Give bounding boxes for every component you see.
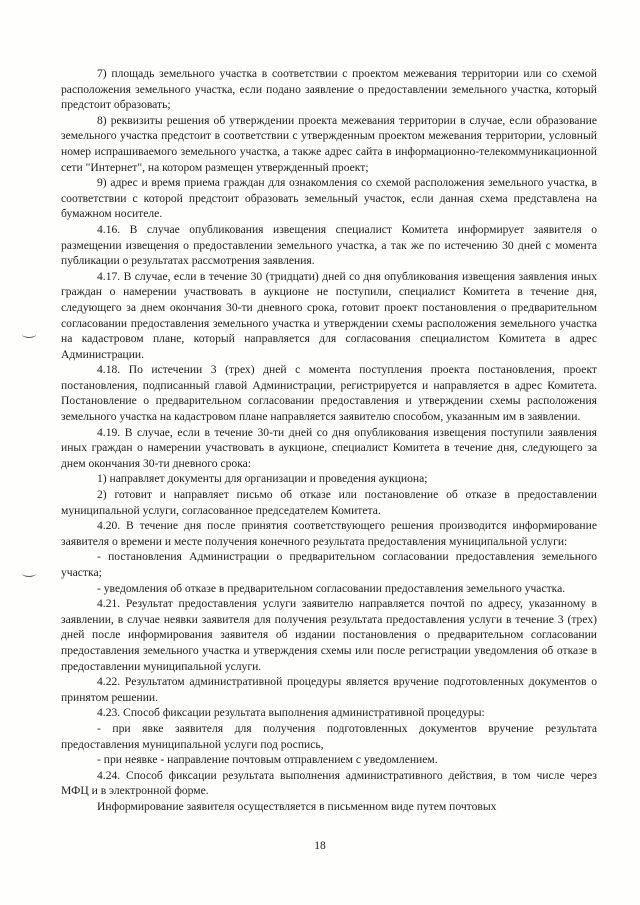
paragraph: 4.16. В случае опубликования извещения специалист Комитета информирует заявителя о размещении извещения о предоставлении земельного участка, а так же по истечению 30 дней с момента публикации о результатах рассмотрения заявления.	[61, 222, 597, 268]
paragraph: Информирование заявителя осуществляется в письменном виде путем почтовых	[97, 799, 497, 813]
paragraph: 9) адрес и время приема граждан для ознакомления со схемой расположения земельного участка, в соответствии с которой предстоит образовать земельный участок, если данная схема представлена на бумажном носителе.	[61, 176, 597, 221]
paragraph: 4.18. По истечении 3 (трех) дней с момента поступления проекта постановления, проект постановления, подписанный главой Администрации, регистрируется и направляется в адрес Комитета. Постановление о предварительном согласовании предоставления и утверждении схемы расположения земельного участка на кадастровом плане направляется заявителю способом, указанным им в заявлении.	[61, 363, 597, 424]
paragraph: - при неявке - направление почтовым отправлением с уведомлением.	[97, 753, 438, 767]
paragraph: 4.19. В случае, если в течение 30-ти дней со дня опубликования извещения поступили заявления иных граждан о намерении участвовать в аукционе, специалист Комитета в течение дня, следующего за днем окончания 30-ти дневного срока:	[61, 425, 597, 470]
paragraph: 2) готовит и направляет письмо об отказе или постановление об отказе в предоставлении муниципальной услуги, согласованное председателем Комитета.	[61, 488, 597, 517]
margin-mark	[22, 570, 36, 577]
paragraph: - уведомления об отказе в предварительном согласовании предоставления земельного участка.	[97, 581, 566, 595]
paragraph: 8) реквизиты решения об утверждении проекта межевания территории в случае, если образование земельного участка предстоит в соответствии с утвержденным проектом межевания территории, условный номер испрашиваемого земельного участка, а также адрес сайта в информационно-телекоммуникационной сети "Интернет", на котором размещен утвержденный проект;	[61, 113, 597, 174]
paragraph: 4.20. В течение дня после принятия соответствующего решения производится информирование заявителя о времени и месте получения конечного результата предоставления муниципальной услуги:	[61, 519, 597, 548]
page-number: 18	[314, 839, 326, 852]
paragraph: - постановления Администрации о предварительном согласовании предоставления земельного участка;	[61, 550, 597, 579]
paragraph: 4.17. В случае, если в течение 30 (тридцати) дней со дня опубликования извещения заявления иных граждан о намерении участвовать в аукционе не поступили, специалист Комитета в течение дня, следующего за днем окончания 30-ти дневного срока, готовит проект постановления о предварительном согласовании предоставления земельного участка и утверждении схемы расположения земельного участка на кадастровом плане, который направляется для согласования специалистом Комитета в адрес Администрации.	[61, 269, 597, 361]
paragraph: 7) площадь земельного участка в соответствии с проектом межевания территории или со схемой расположения земельного участка, если подано заявление о предоставлении земельного участка, который предстоит образовать;	[61, 67, 597, 112]
margin-mark	[22, 331, 36, 338]
paragraph: 4.23. Способ фиксации результата выполнения административной процедуры:	[97, 706, 485, 720]
paragraph: - при явке заявителя для получения подготовленных документов вручение результата предоставления муниципальной услуги под роспись,	[61, 721, 597, 751]
paragraph: 4.24. Способ фиксации результата выполнения административного действия, в том числе через МФЦ и в электронной форме.	[61, 768, 597, 798]
paragraph: 4.22. Результатом административной процедуры является вручение подготовленных документов о принятом решении.	[61, 675, 597, 704]
paragraph: 1) направляет документы для организации и проведения аукциона;	[97, 472, 428, 486]
document-body	[61, 66, 597, 815]
paragraph: 4.21. Результат предоставления услуги заявителю направляется почтой по адресу, указанному в заявлении, в случае неявки заявителя для получения результата предоставления услуги в течение 3 (трех) дней после информирования заявителя об издании постановления о предварительном согласовании предоставления земельного участка и утверждения схемы или после регистрации уведомления об отказе в предоставлении муниципальной услуги.	[61, 597, 597, 673]
